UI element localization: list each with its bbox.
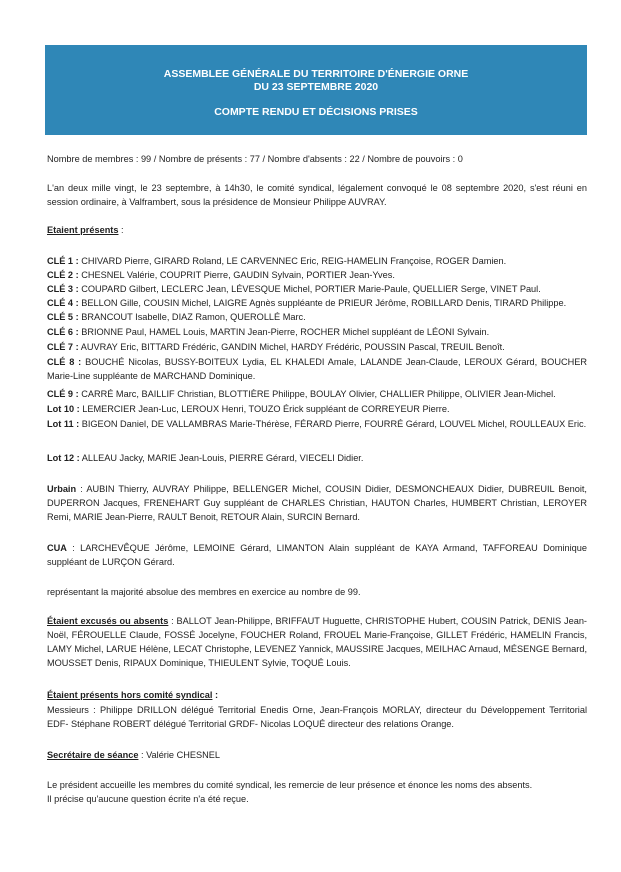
cle-names: BELLON Gille, COUSIN Michel, LAIGRE Agnès suppléante de PRIEUR Jérôme, ROBILLARD Denis, TIRARD Philippe. [81, 298, 567, 308]
cle-key: CLÉ 1 : [47, 256, 79, 266]
cle-names: BRIONNE Paul, HAMEL Louis, MARTIN Jean-Pierre, ROCHER Michel suppléant de LÉONI Sylvain. [81, 327, 490, 337]
cua-paragraph [47, 541, 587, 569]
hors-paragraph: Messieurs : Philippe DRILLON délégué Territorial Enedis Orne, Jean-François MORLAY, directeur du Développement Territorial EDF- Stéphane ROBERT délégué Territorial GRDF- Nicolas LOQUÉ directeur des relations Orange. [47, 705, 587, 729]
cle-row [47, 355, 587, 383]
secretary-line [47, 748, 587, 762]
excused-heading: Étaient excusés ou absents [47, 616, 169, 626]
urbain-names: : AUBIN Thierry, AUVRAY Philippe, BELLENGER Michel, COUSIN Didier, DESMONCHEAUX Didier, DUBREUIL Benoit, DUPERRON Jacques, FRENEHART Guy suppléant de CHARLES Christian, HAUTON Charles, HUMBERT Christian, LEROYER Remi, MARIE Jean-Pierre, RAULT Benoit, RETOUR Alain, SURCIN Bernard. [47, 484, 587, 522]
cle-key: Lot 12 : [47, 453, 80, 463]
cle-key: Lot 11 : [47, 419, 80, 429]
cua-key: CUA [47, 543, 67, 553]
cle-key: CLÉ 7 : [47, 342, 79, 352]
cle-names: CHIVARD Pierre, GIRARD Roland, LE CARVENNEC Eric, REIG-HAMELIN Françoise, ROGER Damien. [81, 256, 507, 266]
header-subtitle: COMPTE RENDU ET DÉCISIONS PRISES [214, 106, 418, 118]
secretary-heading: Secrétaire de séance [47, 750, 139, 760]
cle-names: LEMERCIER Jean-Luc, LEROUX Henri, TOUZO Érick suppléant de CORREYEUR Pierre. [82, 404, 450, 414]
hors-heading-line [47, 688, 587, 702]
cle-row [47, 296, 587, 310]
cle-key: CLÉ 3 : [47, 284, 79, 294]
present-heading: Etaient présents [47, 225, 119, 235]
cle-key: CLÉ 2 : [47, 270, 79, 280]
cle-row [47, 268, 587, 282]
cle-names: BOUCHÉ Nicolas, BUSSY-BOITEUX Lydia, EL KHALEDI Amale, LALANDE Jean-Claude, LEROUX Gérard, BOUCHER Marie-Line suppléante de MARCHAND Dominique. [47, 357, 587, 381]
cle-names: COUPARD Gilbert, LECLERC Jean, LÉVESQUE Michel, PORTIER Marie-Paule, QUELLIER Serge, VINET Paul. [81, 284, 541, 294]
cle-names: AUVRAY Eric, BITTARD Frédéric, GANDIN Michel, HARDY Frédéric, POUSSIN Pascal, TREUIL Benoît. [80, 342, 505, 352]
header-banner [45, 45, 587, 135]
cle-row [47, 254, 587, 268]
hors-heading: Étaient présents hors comité syndical [47, 690, 213, 700]
cle-row [47, 451, 587, 465]
cle-key: CLÉ 9 : [47, 389, 79, 399]
cle-names: BRANCOUT Isabelle, DIAZ Ramon, QUEROLLÉ Marc. [81, 312, 306, 322]
cle-key: CLÉ 5 : [47, 312, 79, 322]
cle-key: CLÉ 8 : [47, 357, 82, 367]
cle-key: CLÉ 4 : [47, 298, 79, 308]
cle-row [47, 325, 587, 339]
urbain-key: Urbain [47, 484, 77, 494]
present-heading-line [47, 223, 587, 237]
cle-names: ALLEAU Jacky, MARIE Jean-Louis, PIERRE Gérard, VIECELI Didier. [81, 453, 364, 463]
header-title-line2: DU 23 SEPTEMBRE 2020 [253, 81, 379, 93]
cua-names: : LARCHEVÊQUE Jérôme, LEMOINE Gérard, LIMANTON Alain suppléant de KAYA Armand, TAFFOREAU Dominique suppléant de LURÇON Gérard. [47, 543, 587, 567]
intro-paragraph: L'an deux mille vingt, le 23 septembre, à 14h30, le comité syndical, légalement convoqué le 08 septembre 2020, s'est réuni en session ordinaire, à Valframbert, sous la présidence de Monsieur Philippe AUVRAY. [47, 183, 587, 207]
cle-row [47, 282, 587, 296]
present-heading-suffix: : [118, 225, 124, 235]
cle-key: CLÉ 6 : [47, 327, 79, 337]
urbain-paragraph [47, 482, 587, 524]
cle-names: CHESNEL Valérie, COUPRIT Pierre, GAUDIN Sylvain, PORTIER Jean-Yves. [81, 270, 395, 280]
closing-paragraph-1: Le président accueille les membres du comité syndical, les remercie de leur présence et énonce les noms des absents. [47, 780, 533, 790]
cle-names: CARRÉ Marc, BAILLIF Christian, BLOTTIÈRE Philippe, BOULAY Olivier, CHALLIER Philippe, OLIVIER Jean-Michel. [81, 389, 556, 399]
cle-names: BIGEON Daniel, DE VALLAMBRAS Marie-Thérèse, FÉRARD Pierre, FOURRÉ Gérard, LOUVEL Michel, ROULLEAUX Eric. [81, 419, 587, 429]
secretary-name: : Valérie CHESNEL [138, 750, 220, 760]
cle-row [47, 340, 587, 354]
cle-row [47, 310, 587, 324]
majority-statement: représentant la majorité absolue des membres en exercice au nombre de 99. [47, 587, 361, 597]
header-title-line1: ASSEMBLEE GÉNÉRALE DU TERRITOIRE D'ÉNERGIE ORNE [163, 68, 469, 80]
hors-heading-suffix: : [212, 690, 219, 700]
excused-paragraph [47, 614, 587, 670]
member-stats: Nombre de membres : 99 / Nombre de présents : 77 / Nombre d'absents : 22 / Nombre de pouvoirs : 0 [47, 154, 463, 164]
cle-key: Lot 10 : [47, 404, 80, 414]
closing-paragraph-2: Il précise qu'aucune question écrite n'a été reçue. [47, 794, 249, 804]
excused-names: : BALLOT Jean-Philippe, BRIFFAUT Huguette, CHRISTOPHE Hubert, COUSIN Patrick, DENIS Jean-Noël, FÉROUELLE Claude, FOSSÉ Jocelyne, FOUCHER Roland, FROUEL Marie-Françoise, GILLET Frédéric, HAMELIN Francis, LAMY Michel, LARUE Hélène, LECAT Christophe, LEVENEZ Yannick, MAUSSIRE Jacques, MEILHAC Arnaud, MÉSENGE Bernard, MOUSSET Denis, RIPAUX Dominique, THIEULENT Sylvie, TOQUÉ Louis. [47, 616, 587, 668]
cle-row [47, 387, 587, 401]
cle-row [47, 402, 587, 416]
cle-row [47, 417, 587, 431]
